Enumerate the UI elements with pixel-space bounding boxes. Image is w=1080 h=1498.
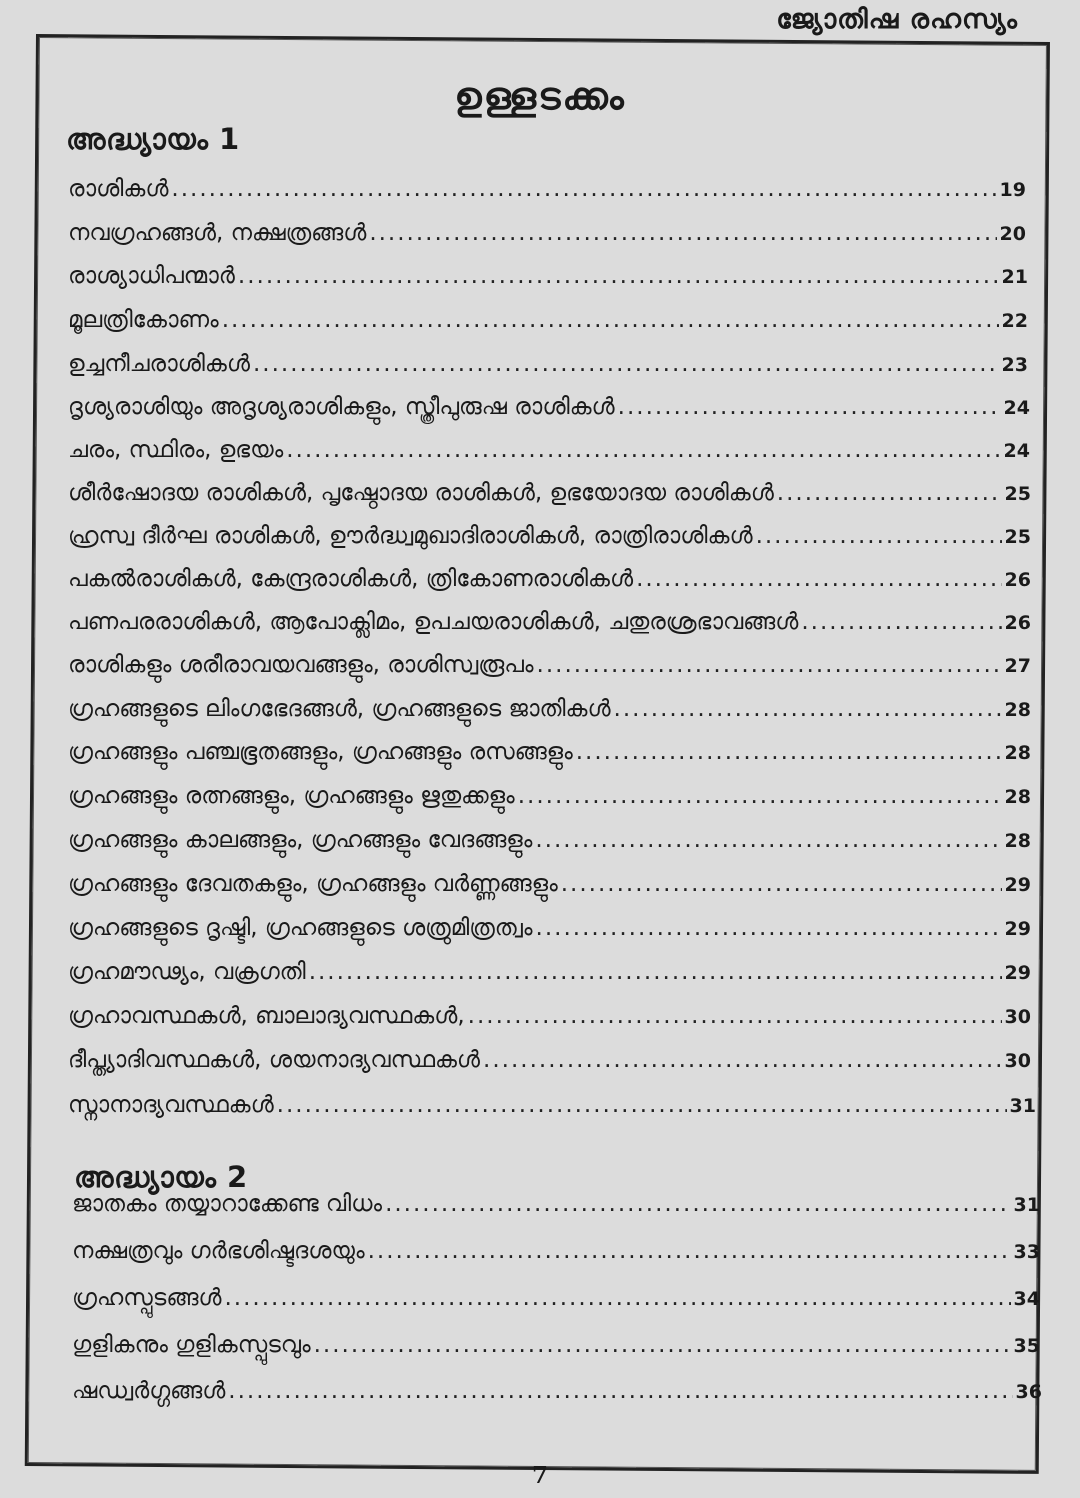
chapter-2-heading: അദ്ധ്യായം 2 bbox=[74, 1160, 248, 1194]
leader-dots bbox=[468, 1003, 1002, 1029]
page-title: ഉള്ളടക്കം bbox=[454, 74, 626, 118]
chapter-1-heading: അദ്ധ്യായം 1 bbox=[66, 122, 240, 156]
leader-dots bbox=[171, 176, 996, 202]
page-ref: 30 bbox=[1004, 1006, 1031, 1028]
leader-dots bbox=[277, 1092, 1007, 1118]
leader-dots bbox=[368, 1238, 1011, 1264]
toc-entry: ഗ്രഹങ്ങളുടെ ലിംഗഭേദങ്ങൾ, ഗ്രഹങ്ങളുടെ ജാതികൾ ..... 28 bbox=[68, 696, 1031, 722]
page-ref: 24 bbox=[1003, 440, 1030, 462]
page-ref: 28 bbox=[1004, 699, 1031, 721]
leader-dots bbox=[309, 959, 1002, 985]
leader-dots bbox=[253, 351, 999, 377]
leader-dots bbox=[385, 1191, 1010, 1217]
leader-dots bbox=[576, 739, 1002, 765]
toc-entry: രാശ്യാധിപന്മാർ ..... 21 bbox=[68, 263, 1028, 289]
page-ref: 31 bbox=[1009, 1095, 1036, 1117]
page-ref: 30 bbox=[1004, 1050, 1031, 1072]
leader-dots bbox=[535, 827, 1001, 853]
page-ref: 33 bbox=[1013, 1241, 1040, 1263]
page-ref: 23 bbox=[1001, 354, 1028, 376]
page-ref: 22 bbox=[1001, 310, 1028, 332]
page-ref: 26 bbox=[1004, 612, 1031, 634]
page-ref: 28 bbox=[1004, 786, 1031, 808]
toc-entry: സ്നാനാദ്യവസ്ഥകൾ ..... 31 bbox=[68, 1092, 1036, 1118]
toc-entry: മൂലത്രികോണം ..... 22 bbox=[68, 307, 1028, 333]
page-ref: 24 bbox=[1003, 397, 1030, 419]
leader-dots bbox=[483, 1047, 1002, 1073]
leader-dots bbox=[286, 437, 1000, 463]
leader-dots bbox=[238, 263, 999, 289]
toc-entry: ജാതകം തയ്യാറാക്കേണ്ട വിധം ..... 31 bbox=[72, 1191, 1040, 1217]
page-ref: 26 bbox=[1004, 569, 1031, 591]
page-number: 7 bbox=[531, 1462, 548, 1489]
page-ref: 29 bbox=[1004, 962, 1031, 984]
toc-entry: നക്ഷത്രവും ഗർഭശിഷ്ടദശയും ..... 33 bbox=[72, 1238, 1040, 1264]
leader-dots bbox=[518, 783, 1002, 809]
toc-entry: ഹ്രസ്വ ദീർഘ രാശികൾ, ഊർദ്ധ്വമുഖാദിരാശികൾ, രാത്രിരാശികൾ ..... 25 bbox=[68, 523, 1031, 549]
toc-entry: രാശികളും ശരീരാവയവങ്ങളും, രാശിസ്വരൂപം ..... 27 bbox=[68, 652, 1031, 678]
leader-dots bbox=[777, 480, 1002, 506]
page-ref: 36 bbox=[1015, 1381, 1042, 1403]
toc-entry: ഉച്ചനീചരാശികൾ ..... 23 bbox=[68, 351, 1028, 377]
toc-entry: ഗ്രഹാവസ്ഥകൾ, ബാലാദ്യവസ്ഥകൾ, ..... 30 bbox=[68, 1003, 1031, 1029]
leader-dots bbox=[222, 307, 999, 333]
leader-dots bbox=[618, 394, 1001, 420]
toc-entry: ഗ്രഹമൗഢ്യം, വക്രഗതി ..... 29 bbox=[68, 959, 1031, 985]
toc-entry: രാശികൾ ..... 19 bbox=[68, 176, 1026, 202]
page-ref: 31 bbox=[1013, 1194, 1040, 1216]
page-ref: 34 bbox=[1013, 1288, 1040, 1310]
page-ref: 29 bbox=[1004, 874, 1031, 896]
toc-entry: ദീപ്ത്യാദിവസ്ഥകൾ, ശയനാദ്യവസ്ഥകൾ ..... 30 bbox=[68, 1047, 1031, 1073]
leader-dots bbox=[536, 915, 1002, 941]
toc-entry: ശീർഷോദയ രാശികൾ, പൃഷ്ഠോദയ രാശികൾ, ഉഭയോദയ രാശികൾ ..... 25 bbox=[68, 480, 1031, 506]
page-ref: 28 bbox=[1004, 742, 1031, 764]
toc-entry: ഗ്രഹങ്ങളുടെ ദൃഷ്ടി, ഗ്രഹങ്ങളുടെ ശത്രുമിത്രത്വം ..... 29 bbox=[68, 915, 1031, 941]
leader-dots bbox=[801, 609, 1001, 635]
leader-dots bbox=[614, 696, 1002, 722]
toc-entry: ദൃശ്യരാശിയും അദൃശ്യരാശികളും, സ്ത്രീപുരുഷ രാശികൾ ..... 24 bbox=[68, 394, 1030, 420]
page-ref: 35 bbox=[1013, 1335, 1040, 1357]
page-ref: 25 bbox=[1004, 526, 1031, 548]
page-ref: 28 bbox=[1004, 830, 1031, 852]
running-header: ജ്യോതിഷ രഹസ്യം bbox=[776, 4, 1018, 35]
page-ref: 20 bbox=[999, 223, 1026, 245]
toc-entry: ഗ്രഹസ്പുടങ്ങൾ ..... 34 bbox=[72, 1285, 1040, 1311]
toc-entry: ഗ്രഹങ്ങളും ദേവതകളും, ഗ്രഹങ്ങളും വർണ്ണങ്ങളും ..... 29 bbox=[68, 871, 1031, 897]
leader-dots bbox=[537, 652, 1002, 678]
leader-dots bbox=[228, 1378, 1012, 1404]
toc-entry: നവഗ്രഹങ്ങൾ, നക്ഷത്രങ്ങൾ ..... 20 bbox=[68, 220, 1026, 246]
page-ref: 27 bbox=[1004, 655, 1031, 677]
leader-dots bbox=[561, 871, 1002, 897]
page-ref: 19 bbox=[999, 179, 1026, 201]
toc-entry: ഗ്രഹങ്ങളും രത്നങ്ങളും, ഗ്രഹങ്ങളും ഋതുക്കളും ..... 28 bbox=[68, 783, 1031, 809]
toc-entry: ചരം, സ്ഥിരം, ഉഭയം ..... 24 bbox=[68, 437, 1030, 463]
page-ref: 25 bbox=[1004, 483, 1031, 505]
toc-entry: ഗുളികനും ഗുളികസ്പുടവും ..... 35 bbox=[72, 1332, 1040, 1358]
toc-entry: ഷഡ്വർഗ്ഗങ്ങൾ ..... 36 bbox=[72, 1378, 1042, 1404]
leader-dots bbox=[756, 523, 1002, 549]
leader-dots bbox=[636, 566, 1001, 592]
leader-dots bbox=[225, 1285, 1011, 1311]
leader-dots bbox=[369, 220, 996, 246]
toc-entry: പകൽരാശികൾ, കേന്ദ്രരാശികൾ, ത്രികോണരാശികൾ ..... 26 bbox=[68, 566, 1031, 592]
page-ref: 29 bbox=[1004, 918, 1031, 940]
leader-dots bbox=[314, 1332, 1011, 1358]
toc-entry: പണപരരാശികൾ, ആപോക്ലിമം, ഉപചയരാശികൾ, ചതുരശ്രഭാവങ്ങൾ ..... 26 bbox=[68, 609, 1031, 635]
toc-entry: ഗ്രഹങ്ങളും പഞ്ചഭൂതങ്ങളും, ഗ്രഹങ്ങളും രസങ്ങളും ..... 28 bbox=[68, 739, 1031, 765]
page-ref: 21 bbox=[1001, 266, 1028, 288]
toc-entry: ഗ്രഹങ്ങളും കാലങ്ങളും, ഗ്രഹങ്ങളും വേദങ്ങളും ..... 28 bbox=[68, 827, 1031, 853]
